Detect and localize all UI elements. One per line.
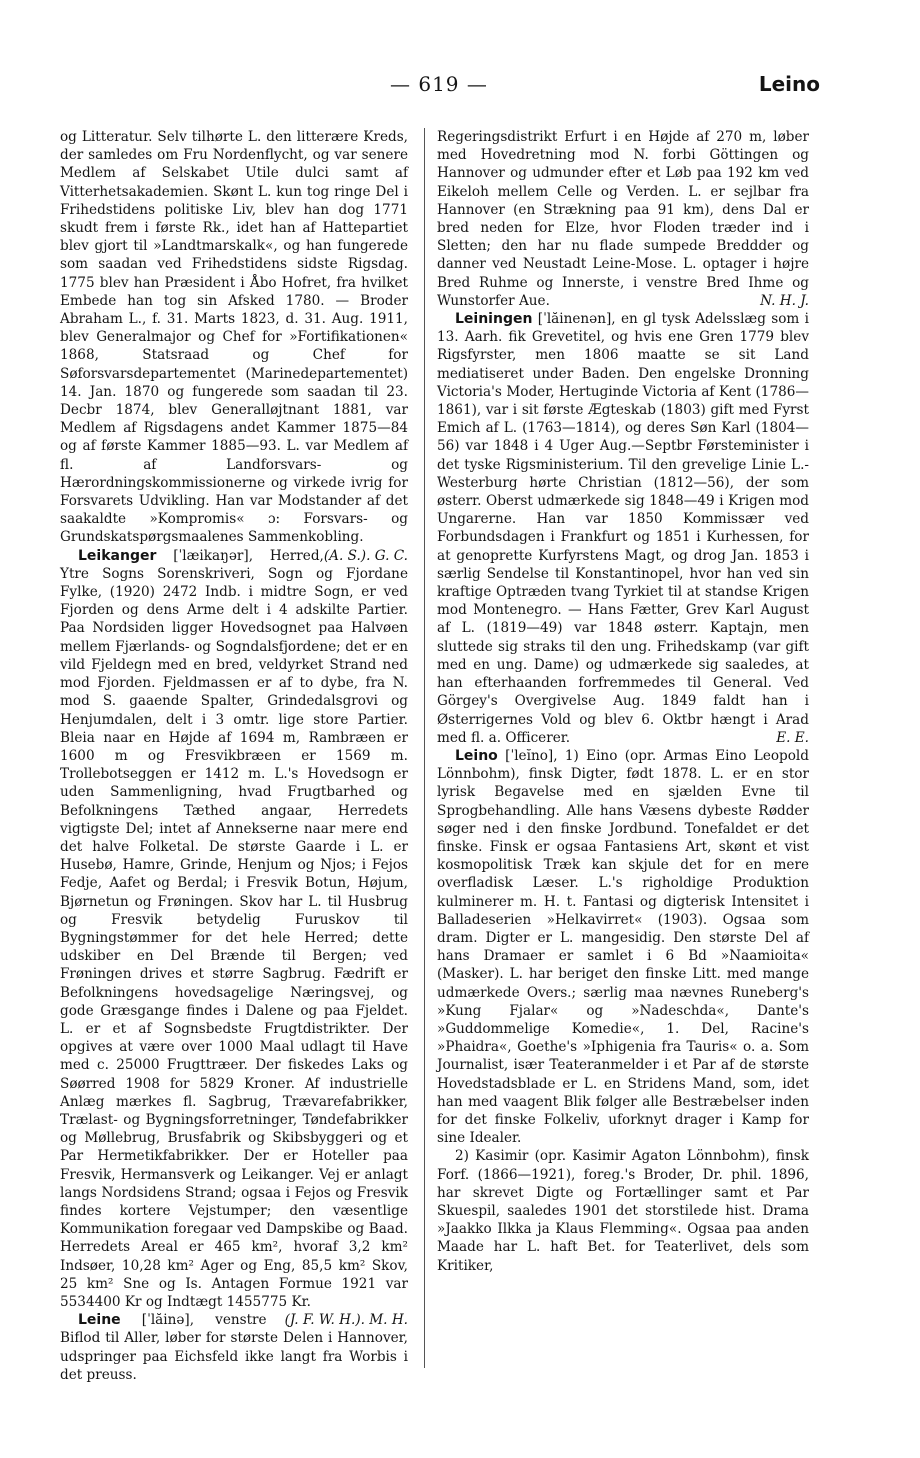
right-column (437, 128, 809, 1275)
signature: N. H. J. (760, 292, 809, 309)
entry-leine: Leine [ˈlăinə], venstre Biflod til Aller, løber for største Delen i Hannover, udspringer paa Eichsfeld ikke langt fra Worbis i det preuss. (60, 1312, 408, 1383)
column-divider (424, 128, 425, 1368)
signature: (A. S.). G. C. (323, 547, 408, 564)
page-number: — 619 — (390, 72, 488, 96)
headword: Leine (78, 1312, 121, 1329)
signature: E. E. (776, 729, 809, 746)
headword: Leino (455, 747, 498, 764)
page-header (60, 72, 820, 102)
entry-leiningen: Leiningen [ˈlăinenən], en gl tysk Adelsslæg som i 13. Aarh. fik Grevetitel, og hvis ene Gren 1779 blev Rigsfyrster, men 1806 maatte se sit Land mediatiseret under Baden. Den engelske Dronning Victoria's Moder, Hertuginde Victoria af Kent (1786—1861), var i sit første Ægteskab (1803) gift med Fyrst Emich af L. (1763—1814), og deres Søn Karl (1804—56) var 1848 i 4 Uger Aug.—Septbr Førsteminister i det tyske Rigsministerium. Til den grevelige Linie L.-Westerburg hørte Christian (1812—56), der som østerr. Oberst udmærkede sig 1848—49 i Krigen mod Ungarerne. Han var 1850 Kommissær ved Forbundsdagen i Frankfurt og 1851 i Kurhessen, for at genoprette Kurfyrstens Magt, og drog Jan. 1853 i særlig Sendelse til Konstantinopel, hvor han ved sin kraftige Optræden tvang Tyrkiet til at standse Krigen mod Montenegro. — Hans Fætter, Grev Karl August af L. (1819—49) var 1848 østerr. Kaptajn, men sluttede sig straks til den ung. Frihedskamp (var gift med en ung. Dame) og udmærkede sig saaledes, at han efterhaanden forfremmedes til General. Ved Görgey's Overgivelse Aug. 1849 faldt han i Østerrigernes Vold og blev 6. Oktbr hængt i Arad med fl. a. Officerer. E. E. (437, 311, 809, 746)
entry-leino-kasimir: 2) Kasimir (opr. Kasimir Agaton Lönnbohm), finsk Forf. (1866—1921), foreg.'s Broder, Dr. phil. 1896, har skrevet Digte og Fortællinger samt et Par Skuespil, saaledes 1901 det storstilede hist. Drama »Jaakko Ilkka ja Klaus Flemming«. Ogsaa paa anden Maade har L. haft Bet. for Teaterlivet, dels som Kritiker, (437, 1148, 809, 1274)
entry-leikanger: Leikanger [ˈlæikaŋər], Herred, Ytre Sogns Sorenskriveri, Sogn og Fjordane Fylke, (1920) 2472 Indb. i midtre Sogn, er ved Fjorden og dens Arme delt i 4 adskilte Partier. Paa Nordsiden ligger Hovedsognet paa Halvøen mellem Fjærlands- og Sogndalsfjordene; det er en vild Fjeldegn med en bred, veldyrket Strand ned mod Fjorden. Fjeldmassen er af to dybe, fra N. mod S. gaaende Spalter, Grindedalsgrovi og Henjumdalen, delt i 3 omtr. lige store Partier. Bleia naar en Højde af 1694 m, Rambræen er 1600 m og Fresvikbræen er 1569 m. Trollebotseggen er 1412 m. L.'s Hovedsogn er uden Sammenligning, hvad Frugtbarhed og Befolkningens Tæthed angaar, Herredets vigtigste Del; intet af Annekserne naar mere end det halve Folketal. De største Gaarde i L. er Husebø, Hamre, Grinde, Henjum og Njos; i Fejos Fedje, Aafet og Berdal; i Fresvik Botun, Højum, Bjørnetun og Frøningen. Skov har L. til Husbrug og Fresvik betydelig Furuskov til Bygningstømmer for det hele Herred; dette udskiber en Del Brænde til Bergen; ved Frøningen drives et større Sagbrug. Fædrift er Befolkningens hovedsagelige Næringsvej, og gode Græsgange findes i Dalene og paa Fjeldet. L. er et af Sognsbedste Frugtdistrikter. Der opgives at være over 1000 Maal udlagt til Have med c. 25000 Frugttræer. Der fiskedes Laks og Søørred 1908 for 5829 Kroner. Af industrielle Anlæg mærkes fl. Sagbrug, Trævarefabrikker, Trælast- og Bygningsforretninger, Tøndefabrikker og Møllebrug, Brusfabrik og Skibsbyggeri og et Par Hermetikfabrikker. Der er Hoteller paa Fresvik, Hermansverk og Leikanger. Vej er anlagt langs Nordsidens Strand; ogsaa i Fejos og Fresvik findes kortere Vejstumper; den væsentlige Kommunikation foregaar ved Dampskibe og Baad. Herredets Areal er 465 km², hvoraf 3,2 km² Indsøer, 10,28 km² Ager og Eng, 85,5 km² Skov, 25 km² Sne og Is. Antagen Formue 1921 var 5534400 Kr og Indtægt 1455775 Kr. (J. F. W. H.). M. H. (60, 547, 408, 1329)
entry-continuation: og Litteratur. Selv tilhørte L. den litterære Kreds, der samledes om Fru Nordenflycht, og var senere Medlem af Selskabet Utile dulci samt af Vitterhetsakademien. Skønt L. kun tog ringe Del i Frihedstidens politiske Liv, blev han dog 1771 skudt frem i første Rk., idet han af Hattepartiet blev gjort til »Landtmarskalk«, og han fungerede som saadan ved Frihedstidens sidste Rigsdag. 1775 blev han Præsident i Åbo Hofret, fra hvilket Embede han tog sin Afsked 1780. — Broder Abraham L., f. 31. Marts 1823, d. 31. Aug. 1911, blev Generalmajor og Chef for »Fortifikationen« 1868, Statsraad og Chef for Søforsvarsdepartementet (Marinedepartementet) 14. Jan. 1870 og fungerede som saadan til 23. Decbr 1874, blev Generalløjtnant 1881, var Medlem af Rigsdagens andet Kammer 1875—84 og af første Kammer 1885—93. L. var Medlem af fl. af Landforsvars- og Hærordningskommissionerne og virkede ivrig for Forsvarets Udvikling. Han var Modstander af det saakaldte »Kompromis« ɔ: Forsvars- og Grundskatspørgsmaalenes Sammenkobling. (A. S.). G. C. (60, 129, 408, 564)
entry-leine-continued: Regeringsdistrikt Erfurt i en Højde af 270 m, løber med Hovedretning mod N. forbi Göttingen og Hannover og udmunder efter et Løb paa 192 km ved Eikeloh mellem Celle og Verden. L. er sejlbar fra Hannover (en Strækning paa 91 km), dens Dal er bred neden for Elze, hvor Floden træder ind i Sletten; den har nu flade sumpede Breddder og danner ved Neustadt Leine-Mose. L. optager i højre Bred Ruhme og Innerste, i venstre Bred Ihme og Wunstorfer Aue. N. H. J. (437, 129, 809, 309)
running-head: Leino (758, 72, 820, 96)
headword: Leikanger (78, 547, 157, 564)
entry-leino: Leino [ˈleĭno], 1) Eino (opr. Armas Eino Leopold Lönnbohm), finsk Digter, født 1878. L. er en stor lyrisk Begavelse med en sjælden Evne til Sprogbehandling. Alle hans Væsens dybeste Rødder søger ned i den finske Jordbund. Tonefaldet er det finske. Finsk er ogsaa Fantasiens Art, skønt et vist kosmopolitisk Træk kan skjule det for en mere overfladisk Læser. L.'s righoldige Produktion kulminerer m. H. t. Fantasi og digterisk Intensitet i Balladeserien »Helkavirret« (1903). Ogsaa som dram. Digter er L. mangesidig. Den største Del af hans Dramaer er samlet i 6 Bd »Naamioita« (Masker). L. har beriget den finske Litt. med mange udmærkede Overs.; særlig maa nævnes Runeberg's »Kung Fjalar« og »Nadeschda«, Dante's »Guddommelige Komedie«, 1. Del, Racine's »Phaidra«, Goethe's »Iphigenia fra Tauris« o. a. Som Journalist, især Teateranmelder i et Par af de største Hovedstadsblade er L. en Stridens Mand, som, idet han med vaagent Blik følger alle Bestræbelser inden for det finske Folkeliv, uforknyt drager i Kamp for sine Idealer. (437, 747, 809, 1147)
signature: (J. F. W. H.). M. H. (284, 1312, 408, 1329)
headword: Leiningen (455, 311, 533, 328)
left-column (60, 128, 408, 1384)
